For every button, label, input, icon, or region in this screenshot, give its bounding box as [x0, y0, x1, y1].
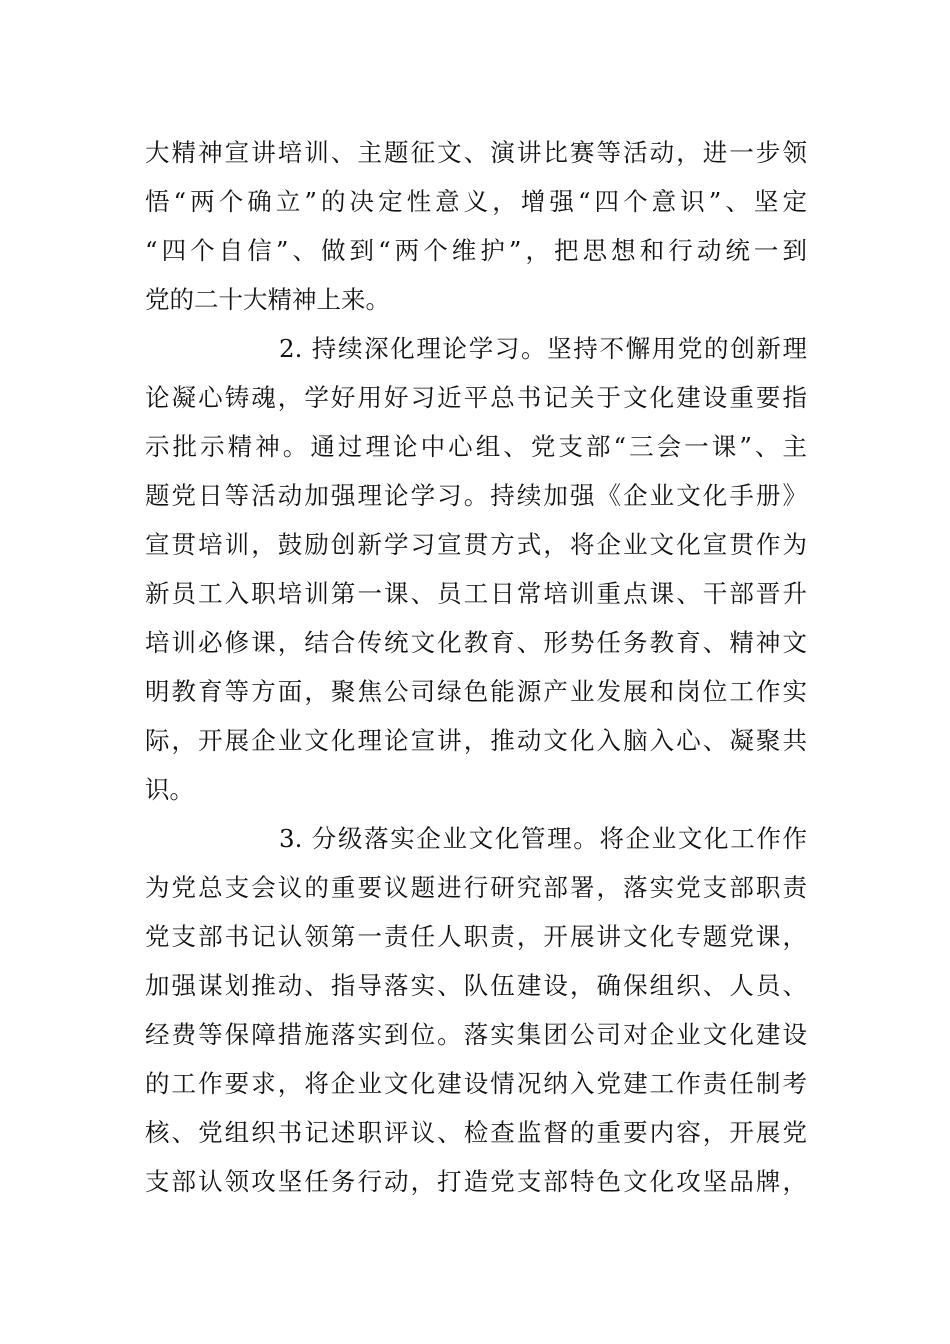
text-line: 核、党组织书记述职评议、检查监督的重要内容，开展党 [145, 1118, 807, 1147]
paragraph-3 [145, 814, 807, 1206]
text-line: 示批示精神。通过理论中心组、党支部“三会一课”、主 [145, 432, 807, 461]
text-line: 新员工入职培训第一课、员工日常培训重点课、干部晋升 [145, 579, 807, 608]
text-line: 悟“两个确立”的决定性意义，增强“四个意识”、坚定 [145, 187, 807, 216]
text-line: 加强谋划推动、指导落实、队伍建设，确保组织、人员、 [145, 971, 807, 1000]
text-line: 论凝心铸魂，学好用好习近平总书记关于文化建设重要指 [145, 383, 807, 412]
text-line: 宣贯培训，鼓励创新学习宣贯方式，将企业文化宣贯作为 [145, 530, 807, 559]
text-line: 的工作要求，将企业文化建设情况纳入党建工作责任制考 [145, 1069, 807, 1098]
text-line: 识。 [145, 775, 194, 804]
paragraph-2 [145, 324, 807, 814]
text-line: 支部认领攻坚任务行动，打造党支部特色文化攻坚品牌， [145, 1167, 807, 1196]
text-line: 培训必修课，结合传统文化教育、形势任务教育、精神文 [145, 628, 807, 657]
text-line: 经费等保障措施落实到位。落实集团公司对企业文化建设 [145, 1020, 807, 1049]
text-line: 大精神宣讲培训、主题征文、演讲比赛等活动，进一步领 [145, 138, 807, 167]
paragraph-1 [145, 128, 807, 324]
paragraph-heading-line: 3. 分级落实企业文化管理。将企业文化工作作 [279, 824, 807, 853]
paragraph-heading-line: 2. 持续深化理论学习。坚持不懈用党的创新理 [279, 334, 807, 363]
text-line: 党的二十大精神上来。 [145, 285, 390, 314]
text-line: 党支部书记认领第一责任人职责，开展讲文化专题党课， [145, 922, 807, 951]
text-line: 题党日等活动加强理论学习。持续加强《企业文化手册》 [145, 481, 807, 510]
text-line: 为党总支会议的重要议题进行研究部署，落实党支部职责 [145, 873, 807, 902]
text-line: 明教育等方面，聚焦公司绿色能源产业发展和岗位工作实 [145, 677, 807, 706]
text-line: 际，开展企业文化理论宣讲，推动文化入脑入心、凝聚共 [145, 726, 807, 755]
text-line: “四个自信”、做到“两个维护”，把思想和行动统一到 [145, 236, 807, 265]
body-text [145, 128, 807, 1206]
